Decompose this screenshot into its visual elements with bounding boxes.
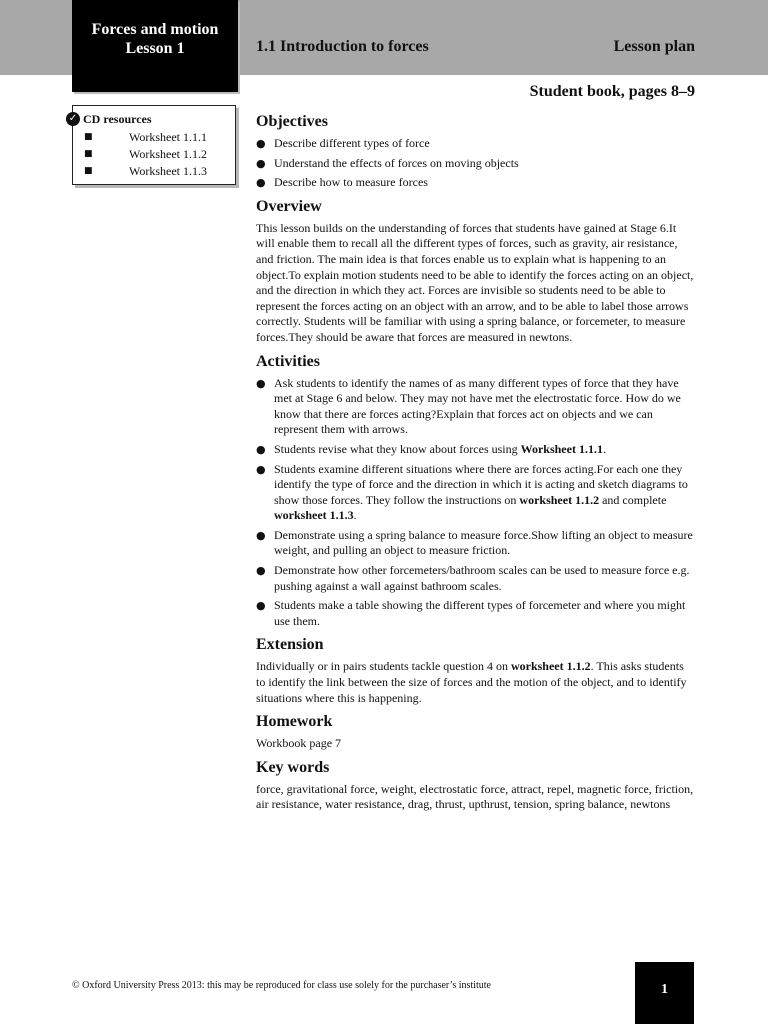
objectives-section: [256, 112, 696, 191]
list-item: ● Demonstrate using a spring balance to measure force.Show lifting an object to measure weight, and pulling an object to measure friction.: [256, 527, 693, 558]
bullet-icon: ●: [256, 528, 266, 542]
square-bullet-icon: ■: [84, 132, 93, 142]
cd-resources-title: CD resources: [83, 112, 152, 126]
copyright-footer: © Oxford University Press 2013: this may be reproduced for class use solely for the purchaser’s institute: [72, 980, 491, 991]
list-item: ● Students make a table showing the different types of forcemeter and where you might use them.: [256, 598, 686, 628]
cd-resources-box: [68, 105, 236, 185]
section-heading: Homework: [256, 713, 333, 731]
document-type: Lesson plan: [613, 38, 695, 55]
bullet-icon: ●: [256, 156, 266, 170]
cd-icon: ✓: [66, 112, 80, 126]
worksheet-reference: worksheet 1.1.2: [510, 659, 591, 674]
extension-section: [256, 635, 696, 706]
worksheet-reference: worksheet 1.1.3: [274, 508, 354, 523]
bullet-icon: ●: [256, 137, 266, 150]
bullet-icon: ●: [256, 599, 266, 613]
key-words-section: [256, 758, 696, 813]
activities-list: [256, 376, 696, 630]
key-words-text: force, gravitational force, weight, electrostatic force, attract, repel, magnetic force, friction, air resistance, water resistance, drag, thrust, upthrust, tension, spring balance, newtons: [256, 781, 694, 812]
bullet-icon: ●: [256, 376, 266, 390]
section-heading: Key words: [256, 758, 330, 776]
section-heading: Overview: [256, 197, 322, 215]
activities-section: [256, 352, 696, 630]
bullet-icon: ●: [256, 442, 266, 456]
overview-section: [256, 197, 696, 346]
page-number: 1: [635, 962, 694, 1024]
list-item: ● Demonstrate how other forcemeters/bathroom scales can be used to measure force e.g. pushing against a wall against bathroom scales.: [256, 563, 690, 593]
list-item: ● Ask students to identify the names of as many different types of force that they have met at Stage 6 and below. They may not have met the electrostatic force. How do we know that there are forces acting?Explain that forces act on objects and we can represent them with arrows.: [256, 375, 681, 437]
homework-text: Workbook page 7: [256, 736, 342, 751]
objectives-list: [256, 136, 696, 191]
list-item: ● Students examine different situations where there are forces acting.For each one they identify the type of force and the direction in which it is acting and sketch diagrams to show those forces. They follow the instructions on worksheet 1.1.2 and complete worksheet 1.1.3.: [256, 461, 688, 523]
bullet-icon: ●: [256, 176, 266, 190]
extension-text: Individually or in pairs students tackle question 4 on worksheet 1.1.2. This asks students to identify the link between the size of forces and the motion of the object, and to identify situations where this is happening.: [256, 659, 687, 705]
list-item: ■ Worksheet 1.1.2: [84, 147, 208, 161]
student-book-reference: Student book, pages 8–9: [529, 83, 695, 100]
worksheet-reference: Worksheet 1.1.1: [520, 441, 603, 456]
square-bullet-icon: ■: [84, 149, 93, 159]
list-item: ● Describe how to measure forces: [256, 175, 428, 190]
list-item: ● Understand the effects of forces on moving objects: [256, 155, 519, 170]
overview-text: This lesson builds on the understanding of forces that students have gained at Stage 6.It will enable them to recall all the different types of forces, such as gravity, air resistance, and friction. The main idea is that forces enable us to explain what is happening to an object.To explain motion students need to be able to identify the forces acting on an object, and the direction in which they act. Forces are invisible so students need to be able to represent the forces acting on an object with an arrow, and to be able to label those arrows correctly. Students will be familiar with using a spring balance, or forcemeter, to measure forces.They should be aware that forces are measured in newtons.: [256, 220, 694, 344]
list-item: ● Describe different types of force: [256, 136, 430, 150]
unit-title: Forces and motion: [91, 21, 219, 38]
homework-section: [256, 712, 696, 752]
page-title: 1.1 Introduction to forces: [256, 38, 429, 55]
main-content: [256, 112, 696, 819]
list-item: ● Students revise what they know about forces using Worksheet 1.1.1.: [256, 441, 606, 456]
lesson-number: Lesson 1: [125, 40, 185, 57]
lesson-label-box: [72, 0, 238, 92]
list-item: ■ Worksheet 1.1.1: [84, 130, 208, 144]
section-heading: Activities: [256, 352, 320, 370]
section-heading: Extension: [256, 636, 324, 654]
worksheet-reference: worksheet 1.1.2: [519, 492, 600, 507]
cd-resources-list: [73, 129, 235, 180]
section-heading: Objectives: [256, 113, 328, 130]
square-bullet-icon: ■: [84, 166, 93, 176]
bullet-icon: ●: [256, 564, 266, 578]
list-item: ■ Worksheet 1.1.3: [84, 164, 208, 178]
bullet-icon: ●: [256, 462, 266, 476]
